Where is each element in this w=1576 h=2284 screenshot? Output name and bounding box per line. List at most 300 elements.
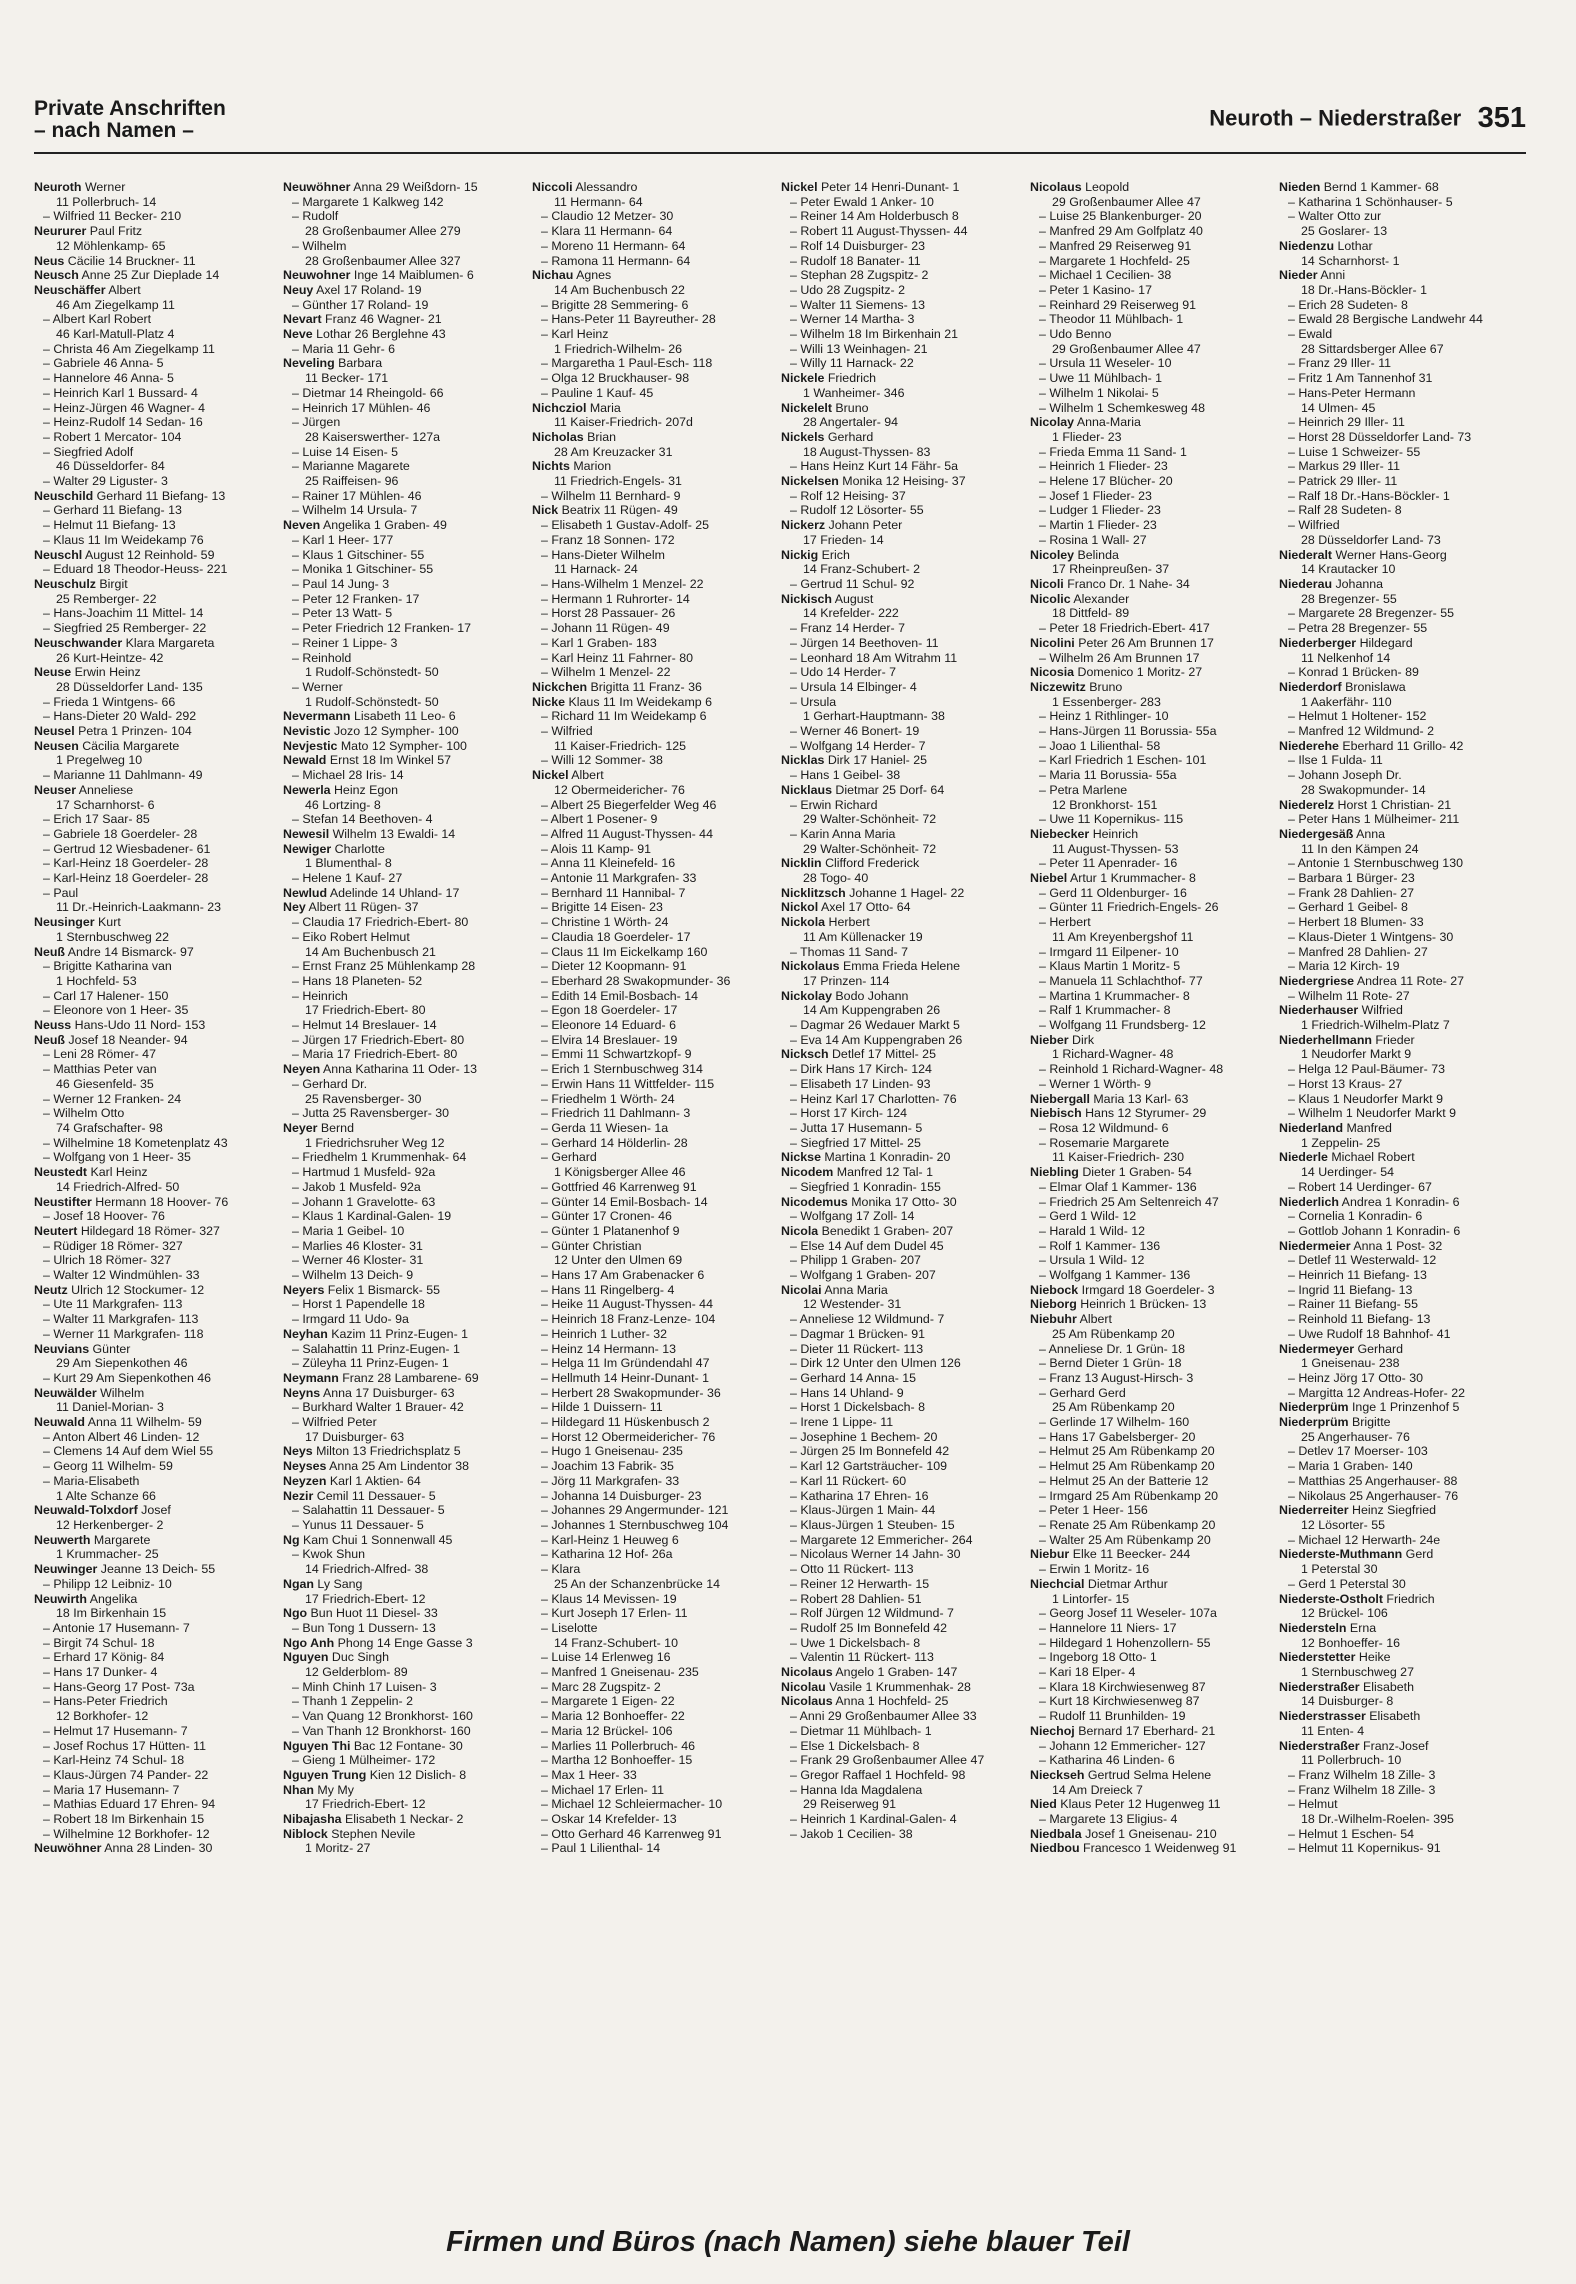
entry-surname: Nickisch [781, 591, 832, 606]
directory-entry-surname: Niebisch Hans 12 Styrumer- 29 [1030, 1106, 1207, 1121]
entry-surname: Nieber [1030, 1032, 1069, 1047]
directory-entry-continuation: 11 Hermann- 64 [554, 194, 643, 209]
entry-surname: Niederhauser [1279, 1003, 1359, 1018]
entry-surname: Niedbala [1030, 1826, 1082, 1841]
directory-entry-surname: Nickels Gerhard [781, 429, 874, 444]
entry-surname: Neuwälder [34, 1385, 97, 1400]
directory-entry-surname: Neuschulz Birgit [34, 576, 128, 591]
directory-entry: – Luise 1 Schweizer- 55 [1288, 444, 1421, 459]
entry-surname: Neymann [283, 1370, 339, 1385]
directory-entry-continuation: 28 Bregenzer- 55 [1301, 591, 1397, 606]
directory-entry-surname: Neymann Franz 28 Lambarene- 69 [283, 1370, 479, 1385]
directory-entry: – Bernd Dieter 1 Grün- 18 [1039, 1356, 1182, 1371]
directory-entry-surname: Newlud Adelinde 14 Uhland- 17 [283, 885, 460, 900]
directory-entry: – Friedhelm 1 Krummenhak- 64 [292, 1150, 467, 1165]
directory-entry: – Johann Joseph Dr. [1288, 768, 1402, 783]
directory-entry: – Jürgen 25 Im Bonnefeld 42 [790, 1444, 950, 1459]
directory-entry-continuation: 1 Richard-Wagner- 48 [1052, 1047, 1174, 1062]
directory-entry-continuation: 46 Am Ziegelkamp 11 [56, 297, 175, 312]
entry-surname: Ngo Anh [283, 1635, 335, 1650]
directory-entry: – Heinrich 29 Iller- 11 [1288, 415, 1405, 430]
directory-entry: – Werner 11 Markgrafen- 118 [43, 1326, 204, 1341]
directory-entry: – Mathias Eduard 17 Ehren- 94 [43, 1797, 216, 1812]
directory-entry: – Ramona 11 Hermann- 64 [541, 253, 691, 268]
directory-entry-continuation: 1 Rudolf-Schönstedt- 50 [305, 694, 439, 709]
directory-entry-continuation: 11 Harnack- 24 [554, 562, 638, 577]
directory-entry-surname: Nicolaus Angelo 1 Graben- 147 [781, 1665, 958, 1680]
entry-surname: Nguyen Thi [283, 1738, 351, 1753]
entry-surname: Neururer [34, 224, 87, 239]
entry-surname: Neuwöhner [34, 1841, 102, 1856]
entry-surname: Neusel [34, 724, 75, 739]
directory-entry: – Walter 25 Am Rübenkamp 20 [1039, 1532, 1211, 1547]
directory-entry: – Gabriele 46 Anna- 5 [43, 356, 164, 371]
entry-surname: Neuwirth [34, 1591, 88, 1606]
directory-entry-surname: Nick Beatrix 11 Rügen- 49 [532, 503, 678, 518]
directory-entry-surname: Nevart Franz 46 Wagner- 21 [283, 312, 442, 327]
directory-entry: – Yunus 11 Dessauer- 5 [292, 1517, 424, 1532]
entry-surname: Ng [283, 1532, 300, 1547]
directory-entry-surname: Niederste-Ostholt Friedrich [1279, 1591, 1435, 1606]
directory-entry-continuation: 11 Am Küllenacker 19 [803, 929, 923, 944]
directory-entry: – Friedrich 25 Am Seltenreich 47 [1039, 1194, 1219, 1209]
entry-surname: Niedermeyer [1279, 1341, 1355, 1356]
directory-entry-surname: Nickola Herbert [781, 915, 870, 930]
directory-entry: – Werner 1 Wörth- 9 [1039, 1076, 1152, 1091]
directory-column-6 [1279, 180, 1522, 2170]
directory-entry: – Karl 1 Heer- 177 [292, 532, 394, 547]
directory-entry: – Herbert 28 Swakopmunder- 36 [541, 1385, 721, 1400]
directory-entry-surname: Neuroth Werner [34, 180, 126, 194]
entry-surname: Niederland [1279, 1121, 1344, 1135]
directory-entry: – Klaus-Jürgen 1 Main- 44 [790, 1503, 936, 1518]
directory-entry: – Karl-Heinz 1 Heuweg 6 [541, 1532, 679, 1547]
directory-entry: – Hans-Peter Hermann [1288, 385, 1416, 400]
directory-entry-continuation: 1 Moritz- 27 [305, 1841, 371, 1856]
directory-entry-continuation: 18 August-Thyssen- 83 [803, 444, 931, 459]
directory-entry-continuation: 26 Kurt-Heintze- 42 [56, 650, 164, 665]
directory-entry: – Gerd 11 Oldenburger- 16 [1039, 885, 1187, 900]
section-title-line1: Private Anschriften [34, 97, 226, 120]
directory-entry: – Claudia 18 Goerdeler- 17 [541, 929, 691, 944]
directory-entry: – Walter 11 Markgrafen- 113 [43, 1312, 199, 1327]
directory-entry: – Fritz 1 Am Tannenhof 31 [1288, 371, 1433, 386]
directory-entry: – Siegfried Adolf [43, 444, 134, 459]
directory-entry: – Nikolaus 25 Angerhauser- 76 [1288, 1488, 1459, 1503]
directory-entry: – Ursula 14 Elbinger- 4 [790, 679, 917, 694]
directory-entry-continuation: 18 Dr.-Hans-Böckler- 1 [1301, 282, 1428, 297]
directory-entry: – Paul 1 Lilienthal- 14 [541, 1841, 661, 1856]
directory-entry: – Dieter 12 Koopmann- 91 [541, 959, 687, 974]
entry-surname: Nhan [283, 1782, 314, 1797]
page-header [34, 94, 1526, 154]
directory-entry-continuation: 1 Königsberger Allee 46 [554, 1165, 686, 1180]
directory-entry-surname: Niederprüm Brigitte [1279, 1415, 1391, 1430]
directory-entry-surname: Nicoli Franco Dr. 1 Nahe- 34 [1030, 576, 1190, 591]
directory-entry-continuation: 1 Rudolf-Schönstedt- 50 [305, 665, 439, 680]
directory-entry-surname: Nickchen Brigitta 11 Franz- 36 [532, 679, 702, 694]
directory-entry-surname: Neururer Paul Fritz [34, 224, 143, 239]
directory-entry-surname: Niebel Artur 1 Krummacher- 8 [1030, 871, 1196, 886]
directory-entry: – Katharina 12 Hof- 26a [541, 1547, 673, 1562]
directory-entry-surname: Neyns Anna 17 Duisburger- 63 [283, 1385, 455, 1400]
directory-entry-surname: Niedbala Josef 1 Gneisenau- 210 [1030, 1826, 1217, 1841]
directory-entry: – Eleonore 14 Eduard- 6 [541, 1018, 677, 1033]
name-range: Neuroth – Niederstraßer [1209, 105, 1462, 131]
directory-entry: – Jürgen 17 Friedrich-Ebert- 80 [292, 1032, 465, 1047]
directory-entry: – Georg Josef 11 Weseler- 107a [1039, 1606, 1217, 1621]
directory-entry: – Erich 17 Saar- 85 [43, 812, 150, 827]
directory-entry-surname: Nickelsen Monika 12 Heising- 37 [781, 474, 966, 489]
directory-entry: – Karl-Heinz 74 Schul- 18 [43, 1753, 185, 1768]
directory-entry: – Jakob 1 Musfeld- 92a [292, 1179, 421, 1194]
entry-surname: Nickel [532, 768, 569, 783]
entry-surname: Neyhan [283, 1326, 328, 1341]
directory-entry: – Heike 11 August-Thyssen- 44 [541, 1297, 713, 1312]
directory-entry-surname: Niederalt Werner Hans-Georg [1279, 547, 1447, 562]
entry-surname: Niederreiter [1279, 1503, 1349, 1518]
section-title [34, 98, 226, 142]
entry-surname: Nicolaus [1030, 180, 1082, 194]
entry-surname: Niederalt [1279, 547, 1333, 562]
directory-entry: – Hugo 1 Gneisenau- 235 [541, 1444, 683, 1459]
directory-entry: – Eleonore von 1 Heer- 35 [43, 1003, 189, 1018]
directory-entry: – Wilhelm Otto [43, 1106, 125, 1121]
directory-entry: – Else 14 Auf dem Dudel 45 [790, 1238, 944, 1253]
directory-entry-surname: Niederhauser Wilfried [1279, 1003, 1403, 1018]
directory-entry: – Van Quang 12 Bronkhorst- 160 [292, 1709, 473, 1724]
directory-entry-surname: Neusinger Kurt [34, 915, 121, 930]
entry-surname: Neusinger [34, 915, 95, 930]
directory-entry-continuation: 74 Grafschafter- 98 [56, 1121, 163, 1135]
entry-surname: Nickelelt [781, 400, 832, 415]
directory-entry: – Wilhelmine 18 Kometenplatz 43 [43, 1135, 228, 1150]
entry-surname: Neuvians [34, 1341, 90, 1356]
directory-entry: – Gerhard 1 Geibel- 8 [1288, 900, 1408, 915]
directory-entry: – Horst 13 Kraus- 27 [1288, 1076, 1403, 1091]
directory-entry: – Michael 1 Cecilien- 38 [1039, 268, 1172, 283]
directory-entry: – Robert 14 Uerdinger- 67 [1288, 1179, 1432, 1194]
entry-surname: Neuwinger [34, 1562, 98, 1577]
directory-entry: – Paul [43, 885, 79, 900]
directory-entry: – Hannelore 46 Anna- 5 [43, 371, 174, 386]
directory-entry-continuation: 1 Friedrich-Wilhelm- 26 [554, 341, 683, 356]
directory-entry: – Uwe 11 Kopernikus- 115 [1039, 812, 1184, 827]
entry-surname: Nieckseh [1030, 1767, 1085, 1782]
directory-entry: – Eduard 18 Theodor-Heuss- 221 [43, 562, 228, 577]
directory-entry: – Jutta 25 Ravensberger- 30 [292, 1106, 450, 1121]
directory-entry: – Peter Hans 1 Mülheimer- 211 [1288, 812, 1460, 827]
directory-entry: – Rudolf 11 Brunhilden- 19 [1039, 1709, 1186, 1724]
entry-surname: Newald [283, 753, 327, 768]
directory-entry: – Helmut 14 Breslauer- 14 [292, 1018, 437, 1033]
directory-entry-surname: Nickolaus Emma Frieda Helene [781, 959, 961, 974]
directory-entry: – Rudolf 12 Lösorter- 55 [790, 503, 924, 518]
directory-entry-surname: Neyers Felix 1 Bismarck- 55 [283, 1282, 441, 1297]
directory-entry-continuation: 25 Raiffeisen- 96 [305, 474, 399, 489]
directory-entry-surname: Newesil Wilhelm 13 Ewaldi- 14 [283, 826, 456, 841]
directory-entry-surname: Nicholas Brian [532, 429, 617, 444]
directory-entry: – Irmgard 11 Udo- 9a [292, 1312, 409, 1327]
directory-entry: – Peter 13 Watt- 5 [292, 606, 393, 621]
directory-entry: – Paul 14 Jung- 3 [292, 576, 390, 591]
directory-entry: – Udo Benno [1039, 327, 1112, 342]
directory-entry-surname: Nicklin Clifford Frederick [781, 856, 920, 871]
directory-entry: – Wilfried Peter [292, 1415, 377, 1430]
directory-entry: – Stefan 14 Beethoven- 4 [292, 812, 433, 827]
entry-surname: Neutert [34, 1223, 78, 1238]
directory-entry: – Wolfgang 17 Zoll- 14 [790, 1209, 915, 1224]
directory-entry: – Margarete 1 Eigen- 22 [541, 1694, 675, 1709]
directory-entry: – Antonie 17 Husemann- 7 [43, 1620, 190, 1635]
directory-entry: – Willy 11 Harnack- 22 [790, 356, 914, 371]
directory-entry-surname: Nickolay Bodo Johann [781, 988, 909, 1003]
directory-entry-surname: Nevistic Jozo 12 Sympher- 100 [283, 724, 459, 739]
directory-entry: – Peter 11 Apenrader- 16 [1039, 856, 1178, 871]
directory-entry-continuation: 46 Düsseldorfer- 84 [56, 459, 165, 474]
directory-entry: – Hans-Dieter Wilhelm [541, 547, 665, 562]
directory-entry: – Luise 25 Blankenburger- 20 [1039, 209, 1202, 224]
directory-entry: – Dagmar 1 Brücken- 91 [790, 1326, 925, 1341]
directory-entry-continuation: 12 Möhlenkamp- 65 [56, 238, 166, 253]
directory-entry: – Manfred 28 Dahlien- 27 [1288, 944, 1428, 959]
entry-surname: Neuwerth [34, 1532, 91, 1547]
directory-entry: – Helmut 1 Holtener- 152 [1288, 709, 1427, 724]
directory-entry-surname: Nicolic Alexander [1030, 591, 1130, 606]
directory-entry-surname: Niebock Irmgard 18 Goerdeler- 3 [1030, 1282, 1215, 1297]
directory-entry: – Werner 46 Kloster- 31 [292, 1253, 424, 1268]
directory-entry-surname: Nicola Benedikt 1 Graben- 207 [781, 1223, 954, 1238]
directory-entry: – Rolf 14 Duisburger- 23 [790, 238, 925, 253]
directory-entry-surname: Nevermann Lisabeth 11 Leo- 6 [283, 709, 456, 724]
directory-entry-continuation: 1 Krummacher- 25 [56, 1547, 159, 1562]
directory-entry: – Martina 1 Krummacher- 8 [1039, 988, 1190, 1003]
directory-entry-surname: Niederau Johanna [1279, 576, 1384, 591]
directory-entry-continuation: 12 Lösorter- 55 [1301, 1517, 1386, 1532]
directory-entry-surname: Niederste-Muthmann Gerd [1279, 1547, 1434, 1562]
directory-entry: – Klaus-Jürgen 1 Steuben- 15 [790, 1517, 955, 1532]
entry-surname: Nevistic [283, 724, 331, 739]
directory-entry: – Gertrud 12 Wiesbadener- 61 [43, 841, 211, 856]
directory-entry: – Hans 17 Gabelsberger- 20 [1039, 1429, 1196, 1444]
entry-surname: Neuwald [34, 1415, 85, 1430]
directory-entry-continuation: 1 Neudorfer Markt 9 [1301, 1047, 1412, 1062]
directory-entry: – Reinhold [292, 650, 352, 665]
directory-entry: – Hans-Peter Friedrich [43, 1694, 168, 1709]
entry-surname: Nicklitzsch [781, 885, 846, 900]
directory-entry-continuation: 14 Krautacker 10 [1301, 562, 1396, 577]
directory-entry: – Wolfgang 14 Herder- 7 [790, 738, 926, 753]
directory-entry-continuation: 17 Duisburger- 63 [305, 1429, 405, 1444]
entry-surname: Nicolai [781, 1282, 822, 1297]
directory-entry-surname: Niblock Stephen Nevile [283, 1826, 416, 1841]
directory-entry: – Heinz-Jürgen 46 Wagner- 4 [43, 400, 206, 415]
directory-entry-continuation: 14 Duisburger- 8 [1301, 1694, 1394, 1709]
directory-entry: – Horst 1 Dickelsbach- 8 [790, 1400, 925, 1415]
directory-entry-surname: Niederreiter Heinz Siegfried [1279, 1503, 1437, 1518]
directory-entry-continuation: 28 Düsseldorfer Land- 135 [56, 679, 203, 694]
directory-entry-continuation: 12 Herkenberger- 2 [56, 1517, 164, 1532]
directory-entry-surname: Newald Ernst 18 Im Winkel 57 [283, 753, 452, 768]
directory-entry: – Ingeborg 18 Otto- 1 [1039, 1650, 1157, 1665]
directory-entry: – Kari 18 Elper- 4 [1039, 1665, 1136, 1680]
directory-entry: – Brigitte Katharina van [43, 959, 172, 974]
directory-entry: – Marc 28 Zugspitz- 2 [541, 1679, 661, 1694]
directory-entry: – Hermann 1 Ruhrorter- 14 [541, 591, 690, 606]
directory-entry-surname: Niederle Michael Robert [1279, 1150, 1415, 1165]
directory-entry: – Heinz-Rudolf 14 Sedan- 16 [43, 415, 203, 430]
directory-entry: – Reinhold 1 Richard-Wagner- 48 [1039, 1062, 1224, 1077]
entry-surname: Nevermann [283, 709, 351, 724]
directory-entry-surname: Neyses Anna 25 Am Lindentor 38 [283, 1459, 470, 1474]
directory-entry: – Günter 11 Friedrich-Engels- 26 [1039, 900, 1219, 915]
directory-entry: – Josef Rochus 17 Hütten- 11 [43, 1738, 207, 1753]
directory-entry: – Ralf 1 Krummacher- 8 [1039, 1003, 1171, 1018]
directory-entry: – Hans 18 Planeten- 52 [292, 973, 423, 988]
directory-entry: – Heinrich [292, 988, 348, 1003]
directory-entry: – Erwin Hans 11 Wittfelder- 115 [541, 1076, 715, 1091]
directory-entry: – Klaus 1 Gitschiner- 55 [292, 547, 425, 562]
directory-entry-surname: Niederberger Hildegard [1279, 635, 1413, 650]
directory-entry-surname: Neuschwander Klara Margareta [34, 635, 215, 650]
entry-surname: Nguyen Trung [283, 1767, 367, 1782]
directory-entry-surname: Niechcial Dietmar Arthur [1030, 1576, 1168, 1591]
directory-entry: – Frieda Emma 11 Sand- 1 [1039, 444, 1187, 459]
directory-entry-surname: Niebergall Maria 13 Karl- 63 [1030, 1091, 1189, 1106]
directory-entry: – Markus 29 Iller- 11 [1288, 459, 1401, 474]
directory-entry-surname: Neustifter Hermann 18 Hoover- 76 [34, 1194, 229, 1209]
directory-entry: – Jörg 11 Markgrafen- 33 [541, 1473, 680, 1488]
directory-entry: – Ingrid 11 Biefang- 13 [1288, 1282, 1413, 1297]
directory-entry-surname: Nicklaus Dietmar 25 Dorf- 64 [781, 782, 945, 797]
entry-surname: Niederhellmann [1279, 1032, 1372, 1047]
directory-entry: – Dirk Hans 17 Kirch- 124 [790, 1062, 932, 1077]
directory-entry-surname: Nguyen Thi Bac 12 Fontane- 30 [283, 1738, 463, 1753]
directory-entry-surname: Nied Klaus Peter 12 Hugenweg 11 [1030, 1797, 1221, 1812]
directory-entry-continuation: 1 Sternbuschweg 27 [1301, 1665, 1414, 1680]
entry-surname: Nicoli [1030, 576, 1064, 591]
directory-entry: – Günther 17 Roland- 19 [292, 297, 429, 312]
entry-surname: Neuwald-Tolxdorf [34, 1503, 138, 1518]
directory-entry-surname: Nickerz Johann Peter [781, 518, 903, 533]
directory-entry-surname: Neuy Axel 17 Roland- 19 [283, 282, 422, 297]
entry-surname: Neuroth [34, 180, 82, 194]
directory-entry-surname: Niccoli Alessandro [532, 180, 638, 194]
directory-entry: – Gerhard 11 Biefang- 13 [43, 503, 182, 518]
directory-entry-continuation: 14 Uerdinger- 54 [1301, 1165, 1394, 1180]
directory-entry-surname: Ngo Anh Phong 14 Enge Gasse 3 [283, 1635, 473, 1650]
directory-entry: – Anneliese Dr. 1 Grün- 18 [1039, 1341, 1186, 1356]
directory-entry: – Herbert 18 Blumen- 33 [1288, 915, 1424, 930]
directory-entry-continuation: 1 Gneisenau- 238 [1301, 1356, 1400, 1371]
directory-entry: – Dagmar 26 Wedauer Markt 5 [790, 1018, 960, 1033]
entry-surname: Nickerz [781, 518, 826, 533]
entry-surname: Niczewitz [1030, 679, 1086, 694]
directory-entry: – Ludger 1 Flieder- 23 [1039, 503, 1161, 518]
directory-entry: – Rosa 12 Wildmund- 6 [1039, 1121, 1169, 1135]
directory-entry: – Wilfried [1288, 518, 1340, 533]
directory-entry-continuation: 17 Rheinpreußen- 37 [1052, 562, 1170, 577]
directory-entry-continuation: 28 Angertaler- 94 [803, 415, 899, 430]
directory-entry: – Margarete 13 Eligius- 4 [1039, 1812, 1178, 1827]
directory-entry: – Else 1 Dickelsbach- 8 [790, 1738, 920, 1753]
directory-entry-surname: Neuß Josef 18 Neander- 94 [34, 1032, 188, 1047]
directory-entry: – Hans-Wilhelm 1 Menzel- 22 [541, 576, 704, 591]
directory-entry: – Maria 11 Borussia- 55a [1039, 768, 1177, 783]
entry-surname: Neuschulz [34, 576, 96, 591]
directory-entry-surname: Nibajasha Elisabeth 1 Neckar- 2 [283, 1812, 464, 1827]
directory-entry: – Theodor 11 Mühlbach- 1 [1039, 312, 1184, 327]
directory-entry: – Richard 11 Im Weidekamp 6 [541, 709, 707, 724]
directory-entry: – Ewald [1288, 327, 1333, 342]
entry-surname: Nieborg [1030, 1297, 1077, 1312]
entry-surname: Newerla [283, 782, 331, 797]
directory-entry-continuation: 25 Ravensberger- 30 [305, 1091, 422, 1106]
directory-entry: – Katharina 46 Linden- 6 [1039, 1753, 1175, 1768]
directory-entry-continuation: 1 Aakerfähr- 110 [1301, 694, 1392, 709]
entry-surname: Newesil [283, 826, 330, 841]
directory-entry: – Johann 12 Emmericher- 127 [1039, 1738, 1206, 1753]
directory-entry: – Elisabeth 1 Gustav-Adolf- 25 [541, 518, 710, 533]
directory-entry-continuation: 28 Kaiserswerther- 127a [305, 429, 440, 444]
directory-entry: – Reinhard 29 Reiserweg 91 [1039, 297, 1197, 312]
directory-entry-continuation: 1 Wanheimer- 346 [803, 385, 905, 400]
directory-entry-continuation: 28 Düsseldorfer Land- 73 [1301, 532, 1441, 547]
directory-entry: – Helmut 11 Kopernikus- 91 [1288, 1841, 1441, 1856]
directory-entry: – Gerda 11 Wiesen- 1a [541, 1121, 669, 1135]
entry-surname: Nicolini [1030, 635, 1075, 650]
directory-entry: – Uwe Rudolf 18 Bahnhof- 41 [1288, 1326, 1451, 1341]
directory-entry: – Wilhelm 14 Ursula- 7 [292, 503, 418, 518]
directory-entry: – Margaretha 1 Paul-Esch- 118 [541, 356, 713, 371]
directory-entry: – Frank 29 Großenbaumer Allee 47 [790, 1753, 985, 1768]
directory-entry: – Heinrich 1 Flieder- 23 [1039, 459, 1168, 474]
entry-surname: Ngo [283, 1606, 308, 1621]
directory-entry: – Hannelore 11 Niers- 17 [1039, 1620, 1177, 1635]
directory-entry: – Harald 1 Wild- 12 [1039, 1223, 1146, 1238]
directory-entry-surname: Niedergesäß Anna [1279, 826, 1386, 841]
directory-entry: – Bernhard 11 Hannibal- 7 [541, 885, 686, 900]
directory-entry: – Eiko Robert Helmut [292, 929, 410, 944]
directory-entry: – Marianne 11 Dahlmann- 49 [43, 768, 203, 783]
directory-entry: – Karl-Heinz 18 Goerdeler- 28 [43, 871, 209, 886]
entry-surname: Neuser [34, 782, 77, 797]
directory-entry-surname: Nicoley Belinda [1030, 547, 1119, 562]
directory-entry: – Uwe 1 Dickelsbach- 8 [790, 1635, 921, 1650]
directory-entry: – Helmut 25 An der Batterie 12 [1039, 1473, 1209, 1488]
page-range-block [1209, 102, 1526, 135]
directory-entry: – Ursula 1 Wild- 12 [1039, 1253, 1145, 1268]
directory-entry: – Helmut 25 Am Rübenkamp 20 [1039, 1459, 1215, 1474]
directory-entry: – Claudio 12 Metzer- 30 [541, 209, 674, 224]
directory-entry: – Ursula [790, 694, 837, 709]
directory-entry: – Birgit 74 Schul- 18 [43, 1635, 155, 1650]
directory-entry: – Peter 1 Heer- 156 [1039, 1503, 1148, 1518]
directory-entry: – Moreno 11 Hermann- 64 [541, 238, 686, 253]
directory-entry: – Jürgen [292, 415, 341, 430]
directory-entry-continuation: 1 Sternbuschweg 22 [56, 929, 169, 944]
directory-entry: – Hanna Ida Magdalena [790, 1782, 923, 1797]
directory-entry-continuation: 1 Alte Schanze 66 [56, 1488, 156, 1503]
directory-entry: – Helene 1 Kauf- 27 [292, 871, 403, 886]
directory-entry: – Maria 12 Bonhoeffer- 22 [541, 1709, 685, 1724]
entry-surname: Niedermeier [1279, 1238, 1351, 1253]
directory-entry: – Antonie 11 Markgrafen- 33 [541, 871, 697, 886]
directory-entry-surname: Nieber Dirk [1030, 1032, 1095, 1047]
directory-entry: – Heinrich 1 Luther- 32 [541, 1326, 668, 1341]
entry-surname: Neuwohner [283, 268, 351, 283]
entry-surname: Nicklaus [781, 782, 832, 797]
